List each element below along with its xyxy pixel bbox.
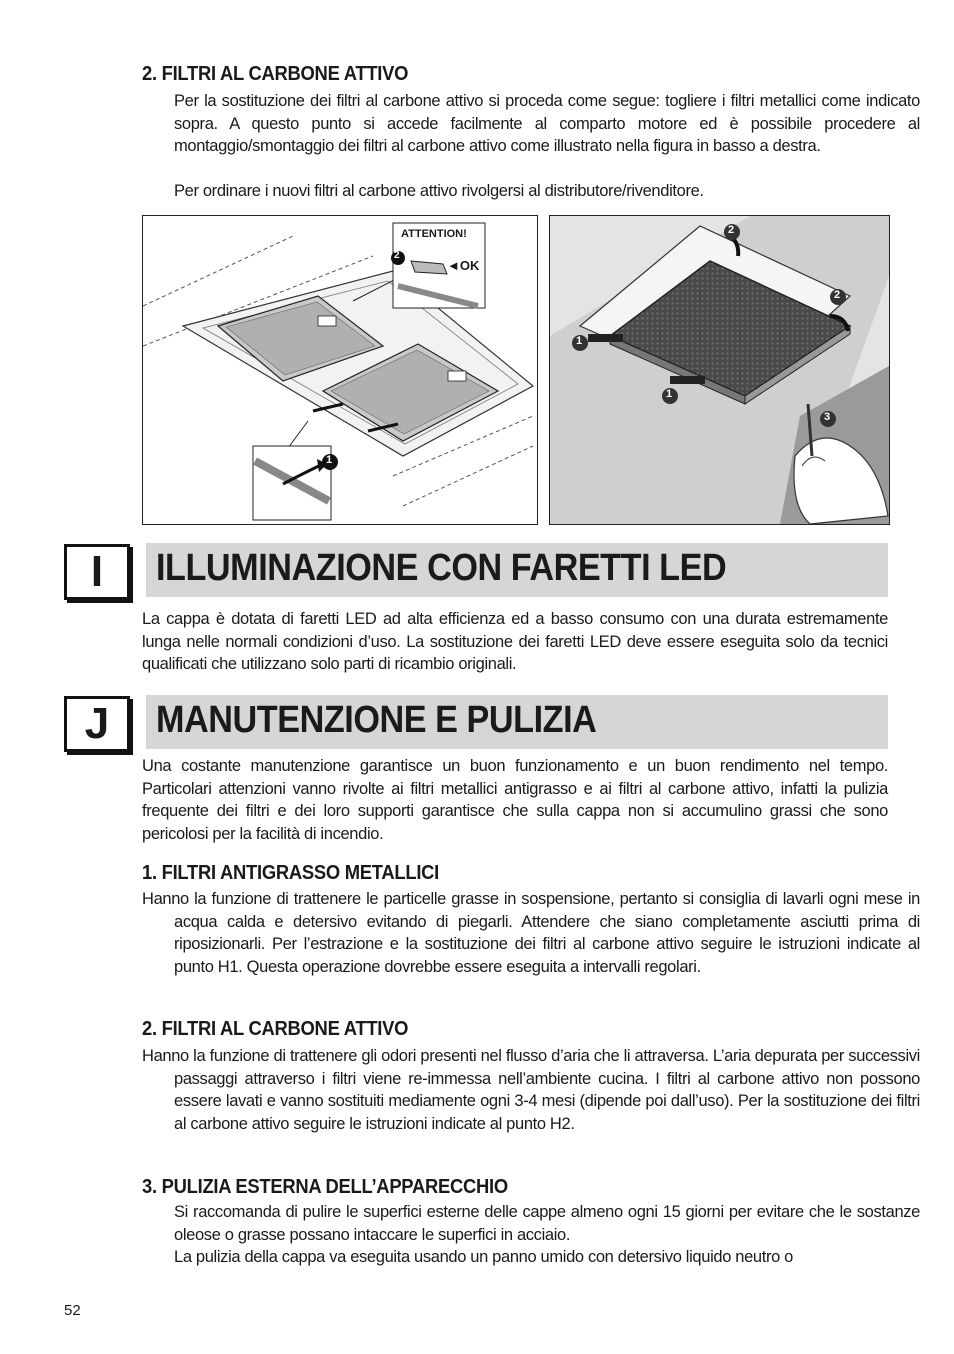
step-number-2-right: 2	[834, 289, 841, 301]
section-banner-led-lighting	[142, 543, 888, 597]
section-heading-carbon-filters: 2. FILTRI AL CARBONE ATTIVO	[142, 63, 409, 85]
external-cleaning-paragraph-2: La pulizia della cappa va eseguita usando un panno umido con detersivo liquido neutro o	[174, 1248, 794, 1266]
metal-grease-filters-text: Hanno la funzione di trattenere le particelle grasse in sospensione, pertanto si consiglia di lavarli ogni mese in acqua calda e detersivo evitando di piegarli. Attendere che siano completamente asciutti prima di riposizionarli. Per l’estrazione e la sostituzione dei filtri al carbone attivo seguire le istruzioni indicate al punto H1. Questa operazione dovrebbe essere eseguita a intervalli regolari.	[142, 890, 920, 976]
heading-carbon-filters-maintenance: 2. FILTRI AL CARBONE ATTIVO	[142, 1018, 409, 1040]
led-lighting-paragraph: La cappa è dotata di faretti LED ad alta efficienza ed a basso consumo con una durata estremamente lunga nelle normali condizioni d’uso. La sostituzione dei faretti LED deve essere eseguita solo da tecnici qualificati che utilizzano solo parti di ricambio originali.	[142, 610, 888, 674]
step-number-1-left: 1	[576, 335, 583, 347]
carbon-filters-paragraph-2: Per ordinare i nuovi filtri al carbone attivo rivolgersi al distributore/rivenditore.	[174, 182, 704, 200]
carbon-filter-illustration	[550, 216, 889, 524]
step-number-1: 1	[326, 454, 333, 466]
heading-metal-grease-filters: 1. FILTRI ANTIGRASSO METALLICI	[142, 862, 440, 884]
step-number-3: 3	[824, 411, 831, 423]
heading-external-cleaning: 3. PULIZIA ESTERNA DELL’APPARECCHIO	[142, 1176, 508, 1198]
figure-carbon-filter-replacement	[549, 215, 890, 525]
section-title-led-lighting: ILLUMINAZIONE CON FARETTI LED	[156, 547, 727, 589]
step-number-2: 2	[394, 250, 400, 261]
step-number-1-bottom: 1	[666, 388, 673, 400]
external-cleaning-paragraph-1: Si raccomanda di pulire le superfici esterne delle cappe almeno ogni 15 giorni per evitare che le sostanze oleose o grasse possano intaccare le superfici in acciaio.	[174, 1203, 920, 1244]
attention-label: ATTENTION!	[401, 228, 467, 240]
maintenance-paragraph: Una costante manutenzione garantisce un buon funzionamento e un buon rendimento nel tempo. Particolari attenzioni vanno rivolte ai filtri metallici antigrasso e ai filtri al carbone attivo, infatti la pulizia frequente dei filtri e dei loro supporti garantisce che sulla cappa non si accumulino grassi che sono pericolosi per la facilità di incendio.	[142, 757, 888, 843]
section-title-maintenance: MANUTENZIONE E PULIZIA	[156, 699, 597, 741]
carbon-filters-paragraph-1: Per la sostituzione dei filtri al carbone attivo si proceda come segue: togliere i filtri metallici come indicato sopra. A questo punto si accede facilmente al comparto motore ed è possibile procedere al montaggio/smontaggio dei filtri al carbone attivo come illustrato nella figura in basso a destra.	[174, 92, 920, 156]
figure-metal-filter-removal	[142, 215, 538, 525]
section-letter-j: J	[64, 696, 130, 752]
section-letter-i: I	[64, 544, 130, 600]
carbon-filters-maintenance-text: Hanno la funzione di trattenere gli odori presenti nel flusso d’aria che li attraversa. L’aria depurata per successivi passaggi attraverso i filtri viene re-immessa nell’ambiente cucina. I filtri al carbone attivo non possono essere lavati e vanno sostituiti mediamente ogni 3-4 mesi (dipende poi dall’uso). Per la sostituzione dei filtri al carbone attivo seguire le istruzioni indicate al punto H2.	[142, 1047, 920, 1133]
step-number-2-top: 2	[728, 224, 735, 236]
ok-label: ◄OK	[447, 258, 480, 273]
section-banner-maintenance	[142, 695, 888, 749]
page-number: 52	[64, 1302, 81, 1319]
